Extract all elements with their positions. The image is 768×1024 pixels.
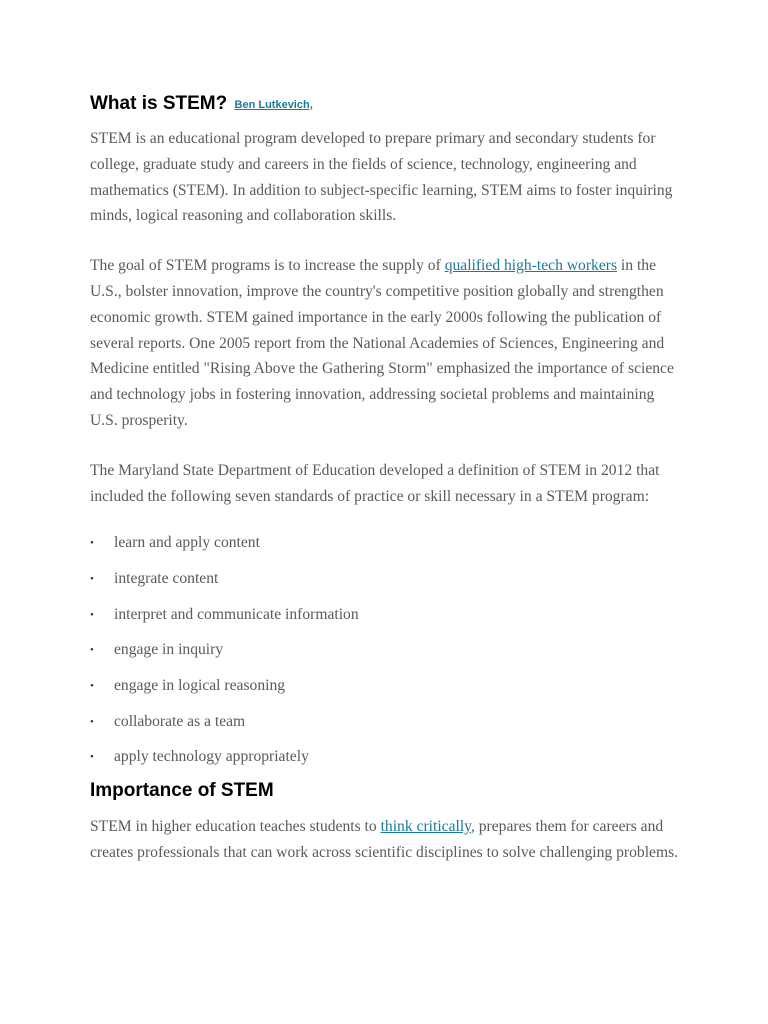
page-title [90,92,680,117]
goal-text-before: The goal of STEM programs is to increase the supply of [90,257,445,275]
intro-paragraph: STEM is an educational program developed to prepare primary and secondary students for college, graduate study and careers in the fields of science, technology, engineering and mathematics (STEM). In addition to subject-specific learning, STEM aims to foster inquiring minds, logical reasoning and collaboration skills. [90,130,673,225]
bullet-icon: • [90,608,94,621]
list-item [90,747,680,783]
bullet-icon: • [90,644,94,657]
list-item-text: learn and apply content [114,534,260,552]
section-heading: Importance of STEM [90,780,274,802]
list-item-text: engage in inquiry [114,641,224,659]
bullet-icon: • [90,537,94,550]
importance-text-after: , prepares them for careers and creates professionals that can work across scientific disciplines to solve challenging problems. [90,818,679,861]
standards-list [90,533,680,783]
title-text: What is STEM? [90,93,228,114]
goal-text-after: in the U.S., bolster innovation, improve the country's competitive position globally and strengthen economic growth. STEM gained importance in the early 2000s following the publication of several reports. One 2005 report from the National Academies of Sciences, Engineering and Medicine entitled "Rising Above the Gathering Storm" emphasized the importance of science and technology jobs in fostering innovation, addressing societal problems and maintaining U.S. prosperity. [90,257,674,429]
bullet-icon: • [90,680,94,693]
list-item [90,569,680,605]
list-item-text: collaborate as a team [114,712,246,730]
think-critically-link[interactable]: think critically [380,818,471,836]
qualified-high-tech-workers-link[interactable]: qualified high-tech workers [444,257,618,275]
list-item-text: integrate content [114,570,219,588]
list-item [90,533,680,569]
list-item-text: interpret and communicate information [114,605,359,623]
bullet-icon: • [90,573,94,586]
list-item-text: apply technology appropriately [114,748,309,766]
bullet-icon: • [90,751,94,764]
author-link[interactable]: Ben Lutkevich, [234,99,313,111]
list-item [90,640,680,676]
goal-paragraph [90,253,680,434]
list-item [90,605,680,641]
bullet-icon: • [90,715,94,728]
article [90,92,680,890]
importance-text-before: STEM in higher education teaches students to [90,818,381,836]
maryland-paragraph: The Maryland State Department of Education developed a definition of STEM in 2012 that included the following seven standards of practice or skill necessary in a STEM program: [90,461,660,505]
importance-paragraph [90,814,680,866]
list-item [90,676,680,712]
list-item-text: engage in logical reasoning [114,677,286,695]
list-item [90,712,680,748]
